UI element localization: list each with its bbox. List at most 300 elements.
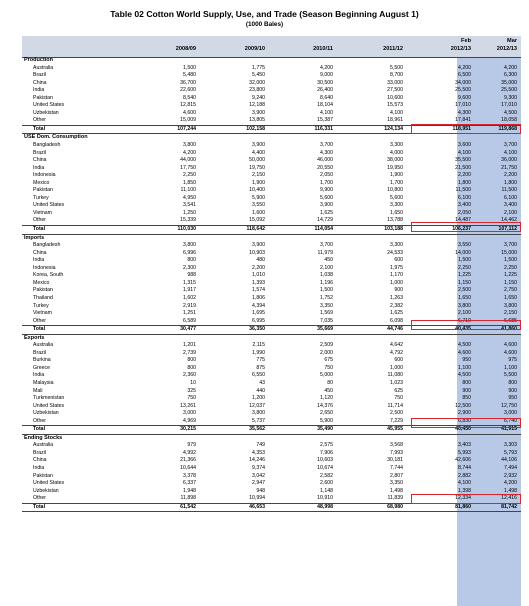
cell-value: 11,714 <box>387 402 403 409</box>
cell-value: 625 <box>394 387 403 394</box>
table-row <box>22 465 521 473</box>
cell-value: 107,112 <box>498 226 517 233</box>
cell-value: 10,903 <box>249 249 265 256</box>
cell-value: 116,331 <box>314 125 333 132</box>
cell-value: 10,400 <box>249 187 265 194</box>
cell-value: 4,950 <box>183 194 196 201</box>
cell-value: 12,334 <box>455 495 471 502</box>
cell-value: 1,170 <box>390 272 403 279</box>
row-label: Indonesia <box>33 172 56 179</box>
cell-value: 11,979 <box>317 249 333 256</box>
cell-value: 81,742 <box>501 503 517 510</box>
cell-value: 5,480 <box>183 72 196 79</box>
row-label: India <box>33 372 45 379</box>
row-label: Brazil <box>33 72 46 79</box>
cell-value: 4,100 <box>458 149 471 156</box>
cell-value: 1,806 <box>252 294 265 301</box>
cell-value: 2,932 <box>504 472 517 479</box>
table-row <box>22 480 521 488</box>
cell-value: 7,906 <box>320 449 333 456</box>
cell-value: 1,569 <box>320 310 333 317</box>
cell-value: 600 <box>394 257 403 264</box>
row-label: Other <box>33 217 46 224</box>
cell-value: 4,600 <box>504 342 517 349</box>
cell-value: 800 <box>187 364 196 371</box>
cell-value: 988 <box>187 272 196 279</box>
cell-value: 5,737 <box>252 417 265 424</box>
cell-value: 48,998 <box>317 503 333 510</box>
row-label: Uzbekistan <box>33 410 59 417</box>
cell-value: 325 <box>187 387 196 394</box>
table-row <box>22 295 521 303</box>
cell-value: 2,650 <box>320 410 333 417</box>
row-label: India <box>33 164 45 171</box>
cell-value: 3,300 <box>390 142 403 149</box>
cell-value: 32,000 <box>249 79 265 86</box>
cell-value: 7,494 <box>504 464 517 471</box>
table-row <box>22 110 521 118</box>
cell-value: 12,750 <box>501 402 517 409</box>
table-row <box>22 250 521 258</box>
cell-value: 1,263 <box>390 294 403 301</box>
cell-value: 18,104 <box>317 102 333 109</box>
row-label: Mexico <box>33 279 50 286</box>
cell-value: 44,746 <box>387 326 403 333</box>
cell-value: 800 <box>508 379 517 386</box>
cell-value: 30,181 <box>387 457 403 464</box>
cell-value: 1,225 <box>504 272 517 279</box>
table-row <box>22 388 521 396</box>
table-row <box>22 195 521 203</box>
table-row <box>22 242 521 250</box>
cell-value: 1,225 <box>458 272 471 279</box>
cell-value: 3,350 <box>390 480 403 487</box>
total-highlight-box <box>411 124 521 134</box>
cell-value: 1,850 <box>183 179 196 186</box>
cell-value: 15,387 <box>317 117 333 124</box>
table-row <box>22 165 521 173</box>
table-row <box>22 142 521 150</box>
cell-value: 35,000 <box>501 79 517 86</box>
cell-value: 4,100 <box>458 480 471 487</box>
cell-value: 1,990 <box>252 349 265 356</box>
cell-value: 6,337 <box>183 480 196 487</box>
cell-value: 40,430 <box>455 426 471 433</box>
cell-value: 3,600 <box>458 142 471 149</box>
row-label: Total <box>33 226 46 233</box>
cell-value: 4,992 <box>183 449 196 456</box>
cell-value: 450 <box>324 257 333 264</box>
cell-value: 1,602 <box>183 294 196 301</box>
cell-value: 43 <box>259 379 265 386</box>
cell-value: 749 <box>256 442 265 449</box>
cell-value: 10,994 <box>249 495 265 502</box>
cell-value: 35,669 <box>317 326 333 333</box>
cell-value: 3,700 <box>504 142 517 149</box>
cell-value: 3,300 <box>390 242 403 249</box>
row-label: Turkey <box>33 194 49 201</box>
row-label: Brazil <box>33 449 46 456</box>
cell-value: 3,568 <box>390 442 403 449</box>
cell-value: 8,540 <box>183 94 196 101</box>
cell-value: 46,653 <box>249 503 265 510</box>
row-label: United States <box>33 402 65 409</box>
cell-value: 15,009 <box>180 117 196 124</box>
table-row <box>22 380 521 388</box>
cell-value: 2,739 <box>183 349 196 356</box>
section-heading <box>22 335 521 343</box>
cell-value: 800 <box>187 357 196 364</box>
cell-value: 107,244 <box>177 125 196 132</box>
table-row <box>22 287 521 295</box>
row-label: Total <box>33 426 46 433</box>
cell-value: 14,246 <box>249 457 265 464</box>
cell-value: 14,462 <box>501 217 517 224</box>
row-label: China <box>33 457 47 464</box>
cell-value: 12,815 <box>180 102 196 109</box>
cell-value: 1,900 <box>390 172 403 179</box>
cell-value: 1,250 <box>183 209 196 216</box>
cell-value: 13,805 <box>249 117 265 124</box>
cell-value: 4,200 <box>458 64 471 71</box>
cell-value: 1,023 <box>390 379 403 386</box>
cell-value: 26,400 <box>317 87 333 94</box>
table-row <box>22 172 521 180</box>
cell-value: 2,509 <box>320 342 333 349</box>
cell-value: 2,919 <box>183 302 196 309</box>
cell-value: 3,900 <box>252 142 265 149</box>
cell-value: 11,500 <box>501 187 517 194</box>
cell-value: 2,200 <box>252 264 265 271</box>
cell-value: 1,398 <box>458 487 471 494</box>
cell-value: 440 <box>256 387 265 394</box>
cell-value: 2,250 <box>183 172 196 179</box>
cell-value: 750 <box>324 364 333 371</box>
cell-value: 17,010 <box>455 102 471 109</box>
row-label: Korea, South <box>33 272 64 279</box>
cell-value: 675 <box>324 357 333 364</box>
table-row <box>22 187 521 195</box>
cell-value: 81,860 <box>455 503 471 510</box>
cell-value: 6,995 <box>252 317 265 324</box>
row-label: Total <box>33 503 46 510</box>
cell-value: 4,600 <box>458 349 471 356</box>
table-row <box>22 450 521 458</box>
cell-value: 20,550 <box>317 164 333 171</box>
cell-value: 6,740 <box>504 417 517 424</box>
cell-value: 3,900 <box>252 109 265 116</box>
cell-value: 14,729 <box>317 217 333 224</box>
table-row <box>22 350 521 358</box>
cell-value: 3,800 <box>183 142 196 149</box>
cell-value: 12,500 <box>455 402 471 409</box>
cell-value: 4,400 <box>252 149 265 156</box>
cell-value: 5,900 <box>252 194 265 201</box>
cell-value: 4,642 <box>390 342 403 349</box>
table-row <box>22 95 521 103</box>
row-label: Australia <box>33 342 54 349</box>
cell-value: 4,200 <box>320 64 333 71</box>
row-label: India <box>33 464 45 471</box>
cell-value: 1,500 <box>504 257 517 264</box>
cell-value: 3,700 <box>504 242 517 249</box>
cell-value: 4,200 <box>183 149 196 156</box>
cell-value: 2,250 <box>504 264 517 271</box>
cell-value: 750 <box>187 395 196 402</box>
cell-value: 3,541 <box>183 202 196 209</box>
row-label: Brazil <box>33 149 46 156</box>
cell-value: 3,000 <box>183 410 196 417</box>
cell-value: 2,360 <box>183 372 196 379</box>
cell-value: 80 <box>327 379 333 386</box>
cell-value: 119,868 <box>498 125 517 132</box>
cell-value: 1,917 <box>183 287 196 294</box>
cell-value: 9,240 <box>252 94 265 101</box>
cell-value: 124,134 <box>384 125 403 132</box>
cell-value: 2,500 <box>390 410 403 417</box>
table-row <box>22 257 521 265</box>
cell-value: 3,400 <box>458 202 471 209</box>
table-row <box>22 65 521 73</box>
table-row <box>22 457 521 465</box>
cell-value: 9,600 <box>458 94 471 101</box>
row-label: China <box>33 79 47 86</box>
cell-value: 10,600 <box>387 94 403 101</box>
cell-value: 1,650 <box>504 294 517 301</box>
row-label: Ending Stocks <box>24 434 63 441</box>
cell-value: 950 <box>508 395 517 402</box>
cell-value: 3,303 <box>504 442 517 449</box>
cell-value: 2,050 <box>320 172 333 179</box>
cell-value: 4,969 <box>183 417 196 424</box>
cell-value: 9,000 <box>320 72 333 79</box>
cell-value: 1,315 <box>183 279 196 286</box>
cell-value: 5,450 <box>252 72 265 79</box>
cell-value: 1,251 <box>183 310 196 317</box>
row-label: China <box>33 157 47 164</box>
cell-value: 38,000 <box>387 157 403 164</box>
cell-value: 7,744 <box>390 464 403 471</box>
cell-value: 2,250 <box>458 264 471 271</box>
cell-value: 2,100 <box>320 264 333 271</box>
cell-value: 1,196 <box>320 279 333 286</box>
cell-value: 15,000 <box>501 249 517 256</box>
cell-value: 30,477 <box>180 326 196 333</box>
cell-value: 36,350 <box>249 326 265 333</box>
cell-value: 1,574 <box>252 287 265 294</box>
cell-value: 1,500 <box>183 64 196 71</box>
cell-value: 110,030 <box>177 226 196 233</box>
page-subtitle: (1000 Bales) <box>245 21 284 28</box>
cell-value: 1,700 <box>390 179 403 186</box>
cell-value: 36,000 <box>501 157 517 164</box>
cell-value: 12,037 <box>249 402 265 409</box>
cell-value: 2,750 <box>504 287 517 294</box>
cell-value: 5,500 <box>390 64 403 71</box>
row-label: Vietnam <box>33 209 52 216</box>
column-header-year: 2011/12 <box>383 45 403 52</box>
table-header <box>22 36 521 58</box>
cell-value: 2,807 <box>390 472 403 479</box>
row-label: Greece <box>33 364 51 371</box>
cell-value: 21,366 <box>180 457 196 464</box>
table-row <box>22 272 521 280</box>
cell-value: 2,150 <box>504 310 517 317</box>
row-label: Pakistan <box>33 187 53 194</box>
cell-value: 4,100 <box>390 109 403 116</box>
cell-value: 6,830 <box>458 417 471 424</box>
cell-value: 4,000 <box>390 149 403 156</box>
row-label: Total <box>33 326 46 333</box>
column-header-year: 2010/11 <box>313 45 333 52</box>
cell-value: 900 <box>462 387 471 394</box>
cell-value: 4,300 <box>458 109 471 116</box>
cell-value: 35,490 <box>317 426 333 433</box>
cell-value: 2,600 <box>320 480 333 487</box>
cell-value: 13,788 <box>387 217 403 224</box>
cell-value: 61,542 <box>180 503 196 510</box>
cell-value: 6,100 <box>504 194 517 201</box>
cell-value: 14,000 <box>455 249 471 256</box>
cell-value: 9,300 <box>504 94 517 101</box>
cell-value: 9,374 <box>252 464 265 471</box>
cell-value: 1,948 <box>183 487 196 494</box>
cell-value: 900 <box>394 287 403 294</box>
cell-value: 17,841 <box>455 117 471 124</box>
cell-value: 1,150 <box>504 279 517 286</box>
cell-value: 948 <box>256 487 265 494</box>
row-label: United States <box>33 480 65 487</box>
row-label: Mexico <box>33 179 50 186</box>
cell-value: 4,353 <box>252 449 265 456</box>
row-label: Total <box>33 125 46 132</box>
cell-value: 1,625 <box>320 209 333 216</box>
cell-value: 15,092 <box>249 217 265 224</box>
cell-value: 4,100 <box>504 149 517 156</box>
cell-value: 7,035 <box>320 317 333 324</box>
row-label: Other <box>33 417 46 424</box>
cell-value: 2,100 <box>458 310 471 317</box>
cell-value: 850 <box>462 395 471 402</box>
table-row <box>22 395 521 403</box>
table-row <box>22 365 521 373</box>
cell-value: 1,038 <box>320 272 333 279</box>
cell-value: 3,900 <box>320 202 333 209</box>
cell-value: 1,010 <box>252 272 265 279</box>
row-label: Uzbekistan <box>33 487 59 494</box>
row-label: United States <box>33 202 65 209</box>
cell-value: 1,775 <box>252 64 265 71</box>
row-label: Burkina <box>33 357 51 364</box>
cell-value: 15,339 <box>180 217 196 224</box>
table-row <box>22 280 521 288</box>
row-label: Mali <box>33 387 43 394</box>
table-row <box>22 180 521 188</box>
cell-value: 18,961 <box>387 117 403 124</box>
table-row <box>22 72 521 80</box>
cell-value: 1,695 <box>252 310 265 317</box>
cell-value: 118,642 <box>246 226 265 233</box>
page-title: Table 02 Cotton World Supply, Use, and Trade (Season Beginning August 1) <box>110 9 419 19</box>
table-row <box>22 87 521 95</box>
total-highlight-box <box>411 222 521 232</box>
total-highlight-box <box>411 418 521 428</box>
table-row <box>22 410 521 418</box>
row-label: Bangladesh <box>33 142 61 149</box>
cell-value: 18,058 <box>501 117 517 124</box>
column-header-top: Mar <box>507 38 517 44</box>
cell-value: 2,947 <box>252 480 265 487</box>
cell-value: 5,000 <box>320 372 333 379</box>
row-label: United States <box>33 102 65 109</box>
cell-value: 2,000 <box>320 349 333 356</box>
table-row <box>22 210 521 218</box>
section-heading <box>22 235 521 243</box>
cell-value: 50,000 <box>249 157 265 164</box>
cell-value: 2,100 <box>504 209 517 216</box>
table-row <box>22 442 521 450</box>
cell-value: 42,606 <box>455 457 471 464</box>
cell-value: 3,300 <box>390 202 403 209</box>
cell-value: 3,900 <box>252 242 265 249</box>
cell-value: 5,793 <box>504 449 517 456</box>
cell-value: 5,600 <box>320 194 333 201</box>
cell-value: 10 <box>190 379 196 386</box>
cell-value: 36,700 <box>180 79 196 86</box>
cell-value: 2,200 <box>458 172 471 179</box>
cell-value: 1,000 <box>390 279 403 286</box>
cell-value: 1,150 <box>458 279 471 286</box>
table-row <box>22 342 521 350</box>
cell-value: 6,710 <box>458 317 471 324</box>
cell-value: 25,500 <box>501 87 517 94</box>
cell-value: 4,500 <box>458 342 471 349</box>
cell-value: 1,500 <box>458 257 471 264</box>
row-label: Pakistan <box>33 287 53 294</box>
table-row <box>22 310 521 318</box>
row-label: Turkey <box>33 302 49 309</box>
cell-value: 114,054 <box>314 226 333 233</box>
row-label: Other <box>33 317 46 324</box>
cell-value: 21,500 <box>455 164 471 171</box>
cell-value: 3,800 <box>252 410 265 417</box>
cell-value: 14,487 <box>455 217 471 224</box>
cell-value: 1,148 <box>320 487 333 494</box>
cell-value: 5,500 <box>504 372 517 379</box>
cell-value: 3,550 <box>252 202 265 209</box>
cell-value: 35,562 <box>249 426 265 433</box>
cell-value: 44,106 <box>501 457 517 464</box>
cell-value: 10,674 <box>317 464 333 471</box>
section-heading <box>22 134 521 142</box>
cell-value: 775 <box>256 357 265 364</box>
cell-value: 3,800 <box>458 302 471 309</box>
cell-value: 450 <box>324 387 333 394</box>
table-row <box>22 303 521 311</box>
cell-value: 8,700 <box>390 72 403 79</box>
row-label: India <box>33 87 45 94</box>
cell-value: 6,098 <box>390 317 403 324</box>
row-label: Brazil <box>33 349 46 356</box>
cell-value: 106,237 <box>452 226 471 233</box>
cell-value: 12,416 <box>501 495 517 502</box>
cell-value: 800 <box>187 257 196 264</box>
table-row <box>22 403 521 411</box>
row-label: Production <box>24 57 54 63</box>
cell-value: 480 <box>256 257 265 264</box>
cell-value: 21,750 <box>501 164 517 171</box>
cell-value: 3,378 <box>183 472 196 479</box>
